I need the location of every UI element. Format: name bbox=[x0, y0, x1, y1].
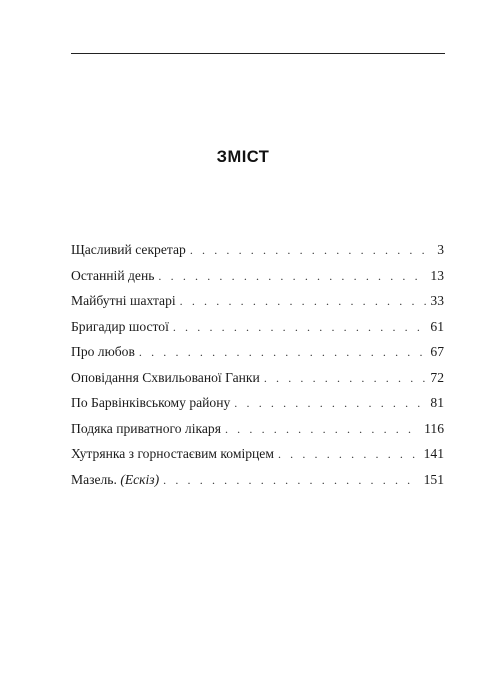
toc-entry-page: 151 bbox=[423, 471, 444, 487]
toc-entry[interactable] bbox=[71, 419, 444, 445]
toc-entry[interactable] bbox=[71, 240, 444, 266]
dot-leader bbox=[180, 291, 427, 311]
toc-entry-title: Щасливий секретар bbox=[71, 242, 186, 257]
toc-entry-title: Майбутні шахтарі bbox=[71, 293, 176, 308]
toc-entry[interactable] bbox=[71, 393, 444, 419]
toc-entry-title: Хутрянка з горностаєвим комірцем bbox=[71, 446, 274, 461]
dot-leader bbox=[163, 470, 419, 490]
page-title: ЗМІСТ bbox=[216, 148, 270, 166]
toc-entry-title: Про любов bbox=[71, 344, 135, 359]
toc-entry[interactable] bbox=[71, 291, 444, 317]
toc-entry-page: 3 bbox=[437, 242, 444, 257]
toc-entry-page: 33 bbox=[430, 293, 444, 308]
dot-leader bbox=[264, 368, 427, 388]
toc-entry-page: 72 bbox=[430, 369, 444, 385]
dot-leader bbox=[158, 266, 426, 286]
dot-leader bbox=[139, 342, 427, 362]
toc-entry-title: Останній день bbox=[71, 267, 155, 283]
dot-leader bbox=[225, 419, 420, 439]
toc-entry-title: Подяка приватного лікаря bbox=[71, 420, 221, 436]
toc-entry-page: 67 bbox=[430, 344, 444, 359]
dot-leader bbox=[278, 444, 420, 464]
toc-entry-page: 81 bbox=[430, 395, 444, 410]
table-of-contents bbox=[71, 240, 444, 495]
toc-entry-page: 61 bbox=[430, 318, 444, 334]
toc-entry[interactable] bbox=[71, 368, 444, 394]
toc-entry[interactable] bbox=[71, 317, 444, 343]
dot-leader bbox=[173, 317, 427, 337]
toc-entry-page: 13 bbox=[430, 267, 444, 283]
dot-leader bbox=[234, 393, 426, 413]
toc-entry-page: 116 bbox=[424, 420, 444, 436]
toc-entry[interactable] bbox=[71, 266, 444, 292]
toc-entry-title: Оповідання Схвильованої Ганки bbox=[71, 369, 260, 385]
toc-entry-title bbox=[71, 470, 159, 490]
dot-leader bbox=[190, 240, 433, 260]
toc-entry[interactable] bbox=[71, 470, 444, 496]
toc-entry[interactable] bbox=[71, 444, 444, 470]
toc-entry-page: 141 bbox=[423, 446, 444, 461]
toc-entry[interactable] bbox=[71, 342, 444, 368]
header-rule bbox=[71, 53, 445, 54]
toc-entry-title-italic: (Ескіз) bbox=[120, 471, 160, 487]
toc-entry-title: Бригадир шостої bbox=[71, 318, 169, 334]
toc-entry-title: По Барвінківському району bbox=[71, 395, 231, 410]
toc-entry-title-main: Мазель. bbox=[71, 471, 117, 487]
